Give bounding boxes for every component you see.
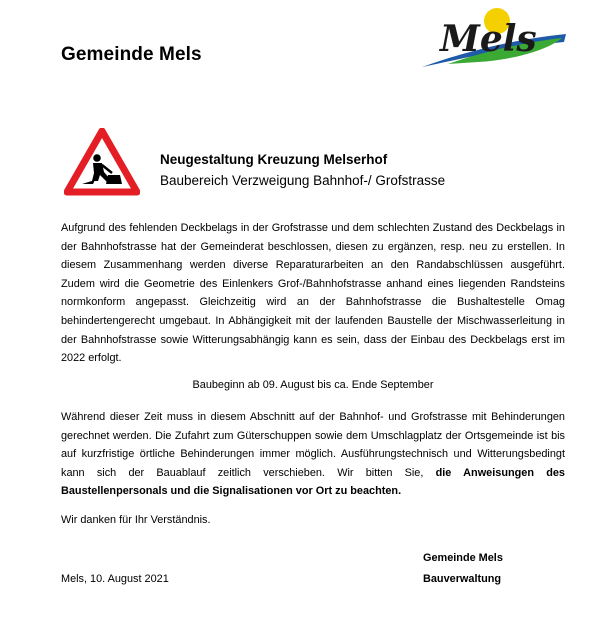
paragraph-impact: [61, 408, 565, 501]
paragraph-impact-end: .: [398, 485, 402, 498]
organization-title: Gemeinde Mels: [61, 44, 202, 65]
paragraph-impact-emphasis: die Anweisungen des Baustellenpersonals und die Signalisationen vor Ort zu beachten: [61, 466, 565, 498]
mels-logo: [418, 4, 568, 70]
signature-organization: Gemeinde Mels: [423, 552, 503, 564]
mels-logo-graphic: [418, 4, 568, 70]
place-date: Mels, 10. August 2021: [61, 573, 169, 585]
paragraph-intro: Aufgrund des fehlenden Deckbelags in der Grofstrasse und dem schlechten Zustand des Deckbelags in der Bahnhofstrasse hat der Gemeinderat beschlossen, diesen zu ergänzen, resp. neu zu erstellen. In diesem Zusammenhang werden diverse Reparaturarbeiten an den Randabschlüssen ausgeführt. Zudem wird die Geometrie des Einlenkers Grof-/Bahnhofstrasse anhand eines liegenden Randsteins normkonform angepasst. Gleichzeitig wird an der Bahnhofstrasse die Bushaltestelle Omag behindertengerecht umgebaut. In Abhängigkeit mit der laufenden Baustelle der Mischwasserleitung in der Bahnhofstrasse sowie Witterungsabhängig kann es sein, dass der Einbau des Deckbelags erst im 2022 erfolgt.: [61, 222, 565, 365]
construction-warning-icon: [64, 128, 140, 196]
construction-schedule: Baubeginn ab 09. August bis ca. Ende September: [192, 379, 434, 391]
notice-title: Neugestaltung Kreuzung Melserhof: [160, 152, 388, 167]
thanks-line: Wir danken für Ihr Verständnis.: [61, 514, 211, 526]
paragraph-impact-text: Während dieser Zeit muss in diesem Abschnitt auf der Bahnhof- und Grofstrasse mit Behinderungen gerechnet werden. Die Zufahrt zum Güterschuppen sowie dem Umschlagplatz der Ortsgemeinde ist bis auf kurzfristige örtliche Behinderungen immer möglich. Ausführungstechnisch und Witterungsbedingt kann sich der Bauablauf zeitlich verschieben. Wir bitten Sie,: [61, 411, 565, 479]
signature-department: Bauverwaltung: [423, 573, 502, 585]
notice-subtitle: Baubereich Verzweigung Bahnhof-/ Grofstrasse: [160, 173, 446, 188]
logo-wordmark: Mels: [440, 18, 537, 60]
